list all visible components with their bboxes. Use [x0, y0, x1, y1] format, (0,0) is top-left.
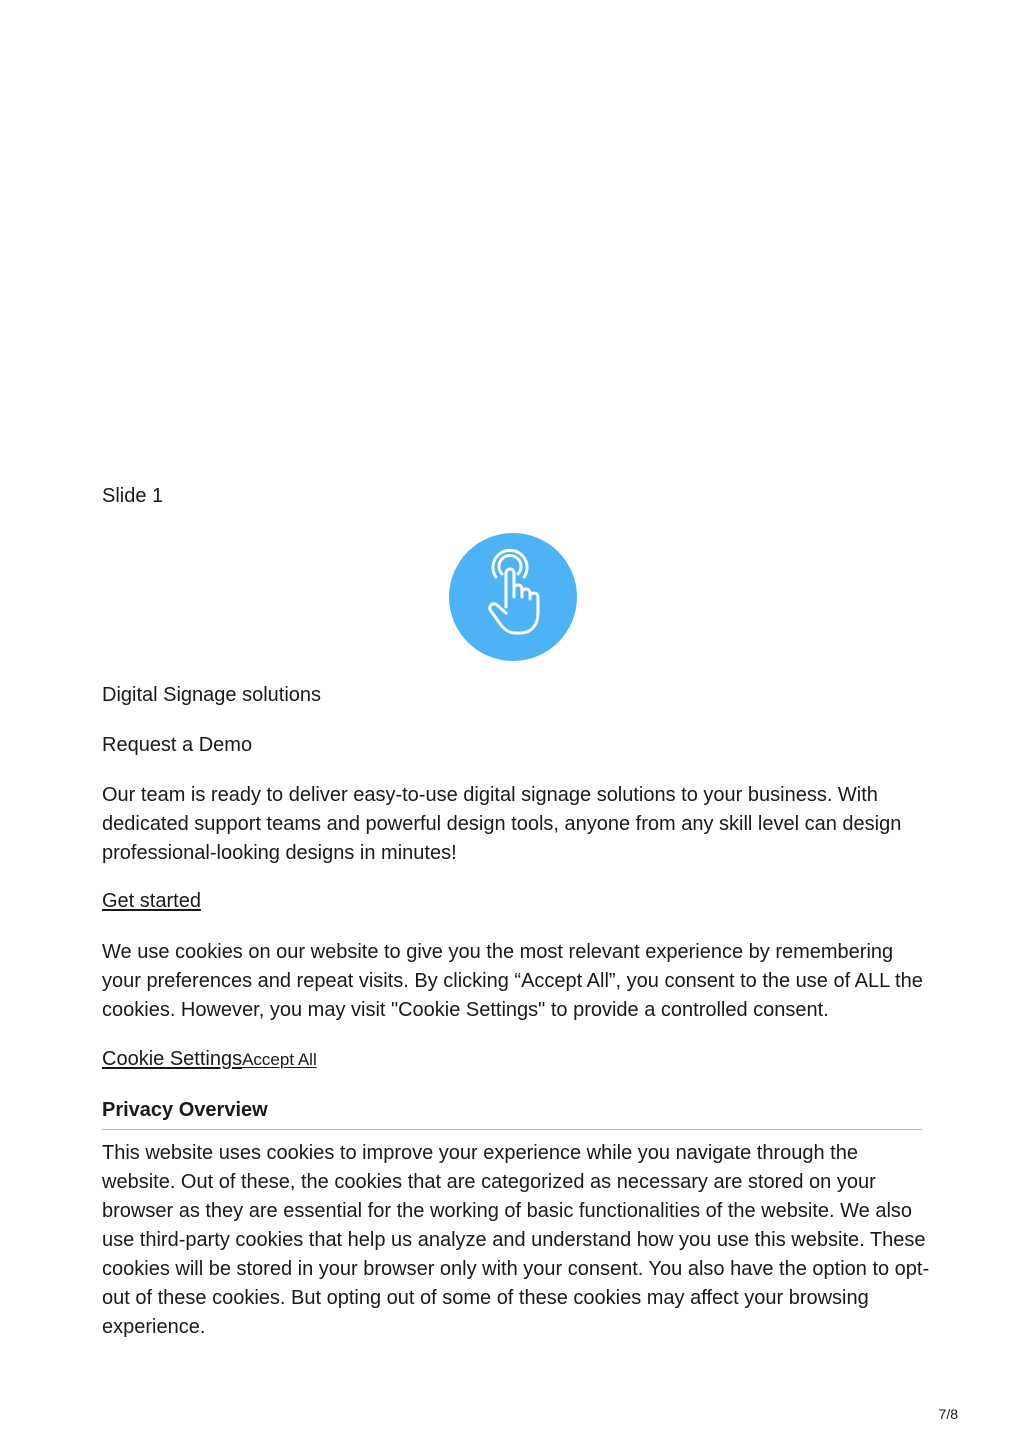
hero-title: Digital Signage solutions	[102, 684, 322, 706]
get-started-link[interactable]: Get started	[102, 890, 201, 912]
page-number: 7/8	[938, 1406, 958, 1422]
slide-label: Slide 1	[102, 485, 164, 507]
privacy-divider	[102, 1129, 922, 1130]
cookie-notice: We use cookies on our website to give you the most relevant experience by remembering your preferences and repeat visits. By clicking “Accept All”, you consent to the use of ALL the cookies. However, you may visit "Cookie Settings" to provide a controlled consent.	[102, 941, 923, 1021]
accept-all-link[interactable]: Accept All	[242, 1050, 317, 1069]
privacy-overview-heading: Privacy Overview	[102, 1099, 268, 1121]
hero-body: Our team is ready to deliver easy-to-use digital signage solutions to your business. With dedicated support teams and powerful design tools, anyone from any skill level can design professional-looking designs in minutes!	[102, 784, 902, 864]
get-started-paragraph	[102, 887, 201, 916]
cookie-settings-link[interactable]: Cookie Settings	[102, 1048, 243, 1070]
tap-hand-icon	[449, 533, 577, 661]
privacy-overview-body: This website uses cookies to improve your experience while you navigate through the website. Out of these, the cookies that are categorized as necessary are stored on your browser as they are essential for the working of basic functionalities of the website. We also use third-party cookies that help us analyze and understand how you use this website. These cookies will be stored in your browser only with your consent. You also have the option to opt-out of these cookies. But opting out of some of these cookies may affect your browsing experience.	[102, 1142, 930, 1338]
cookie-actions	[102, 1045, 317, 1074]
hero-subtitle: Request a Demo	[102, 734, 253, 756]
